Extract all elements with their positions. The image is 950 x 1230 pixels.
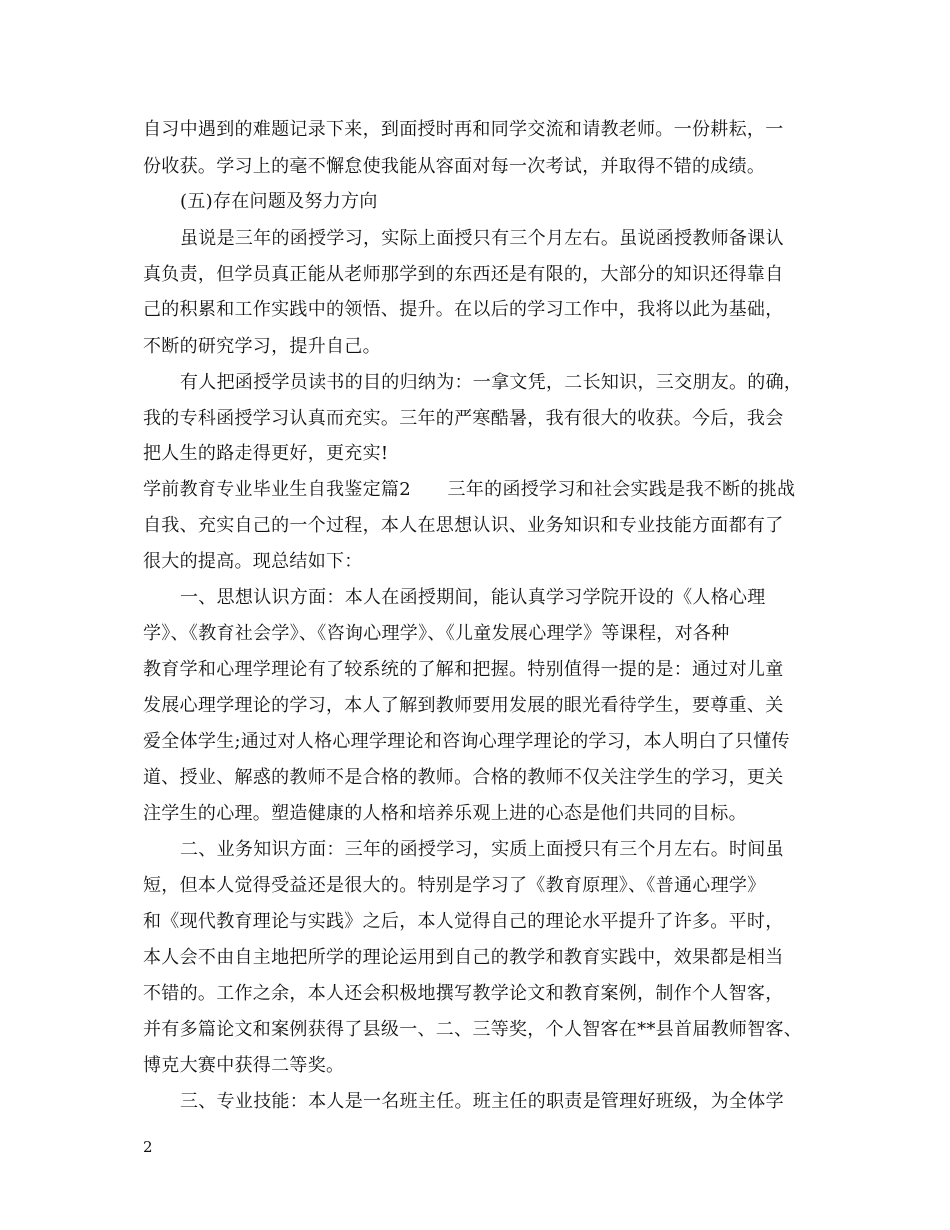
text-line: 虽说是三年的函授学习，实际上面授只有三个月左右。虽说函授教师备课认 — [180, 228, 784, 249]
section-heading: (五)存在问题及努力方向 — [180, 191, 378, 212]
text-line: 把人生的路走得更好，更充实! — [143, 443, 389, 464]
text-line: 有人把函授学员读书的目的归纳为：一拿文凭，二长知识，三交朋友。的确， — [180, 372, 803, 393]
text-line: 本人会不由自主地把所学的理论运用到自己的教学和教育实践中，效果都是相当 — [143, 947, 784, 968]
text-line: 博克大赛中获得二等奖。 — [143, 1055, 345, 1076]
text-line: 二、业务知识方面：三年的函授学习，实质上面授只有三个月左右。时间虽 — [180, 839, 784, 860]
text-line: 自我、充实自己的一个过程，本人在思想认识、业务知识和专业技能方面都有了 — [143, 515, 784, 536]
text-line: 不错的。工作之余，本人还会积极地撰写教学论文和教育案例，制作个人智客， — [143, 983, 784, 1004]
text-line: 不断的研究学习，提升自己。 — [143, 336, 381, 357]
text-line: 我的专科函授学习认真而充实。三年的严寒酷暑，我有很大的收获。今后，我会 — [143, 408, 784, 429]
page-number: 2 — [143, 1138, 153, 1156]
text-line: 三、专业技能：本人是一名班主任。班主任的职责是管理好班级，为全体学 — [180, 1091, 784, 1112]
text-line: 真负责，但学员真正能从老师那学到的东西还是有限的，大部分的知识还得靠自 — [143, 264, 784, 285]
text-line: 很大的提高。现总结如下： — [143, 551, 363, 572]
text-line: 爱全体学生;通过对人格心理学理论和咨询心理学理论的学习，本人明白了只懂传 — [143, 731, 790, 752]
text-line: 道、授业、解惑的教师不是合格的教师。合格的教师不仅关注学生的学习，更关 — [143, 767, 784, 788]
text-line: 学》、《教育社会学》、《咨询心理学》、《儿童发展心理学》等课程，对各种 — [143, 623, 730, 644]
text-line: 注学生的心理。塑造健康的人格和培养乐观上进的心态是他们共同的目标。 — [143, 803, 747, 824]
text-line: 短，但本人觉得受益还是很大的。特别是学习了《教育原理》、《普通心理学》 — [143, 875, 766, 896]
text-line: 教育学和心理学理论有了较系统的了解和把握。特别值得一提的是：通过对儿童 — [143, 659, 784, 680]
text-line: 并有多篇论文和案例获得了县级一、二、三等奖，个人智客在**县首届教师智客、 — [143, 1019, 803, 1040]
text-line: 发展心理学理论的学习，本人了解到教师要用发展的眼光看待学生，要尊重、关 — [143, 695, 784, 716]
text-line: 和《现代教育理论与实践》之后，本人觉得自己的理论水平提升了许多。平时， — [143, 911, 784, 932]
article-title-line: 学前教育专业毕业生自我鉴定篇2 三年的函授学习和社会实践是我不断的挑战 — [143, 479, 796, 500]
text-line: 己的积累和工作实践中的领悟、提升。在以后的学习工作中，我将以此为基础， — [143, 299, 784, 320]
text-line: 份收获。学习上的毫不懈怠使我能从容面对每一次考试，并取得不错的成绩。 — [143, 156, 766, 177]
text-line: 一、思想认识方面：本人在函授期间，能认真学习学院开设的《人格心理 — [180, 587, 766, 608]
text-line: 自习中遇到的难题记录下来，到面授时再和同学交流和请教老师。一份耕耘，一 — [143, 119, 784, 140]
